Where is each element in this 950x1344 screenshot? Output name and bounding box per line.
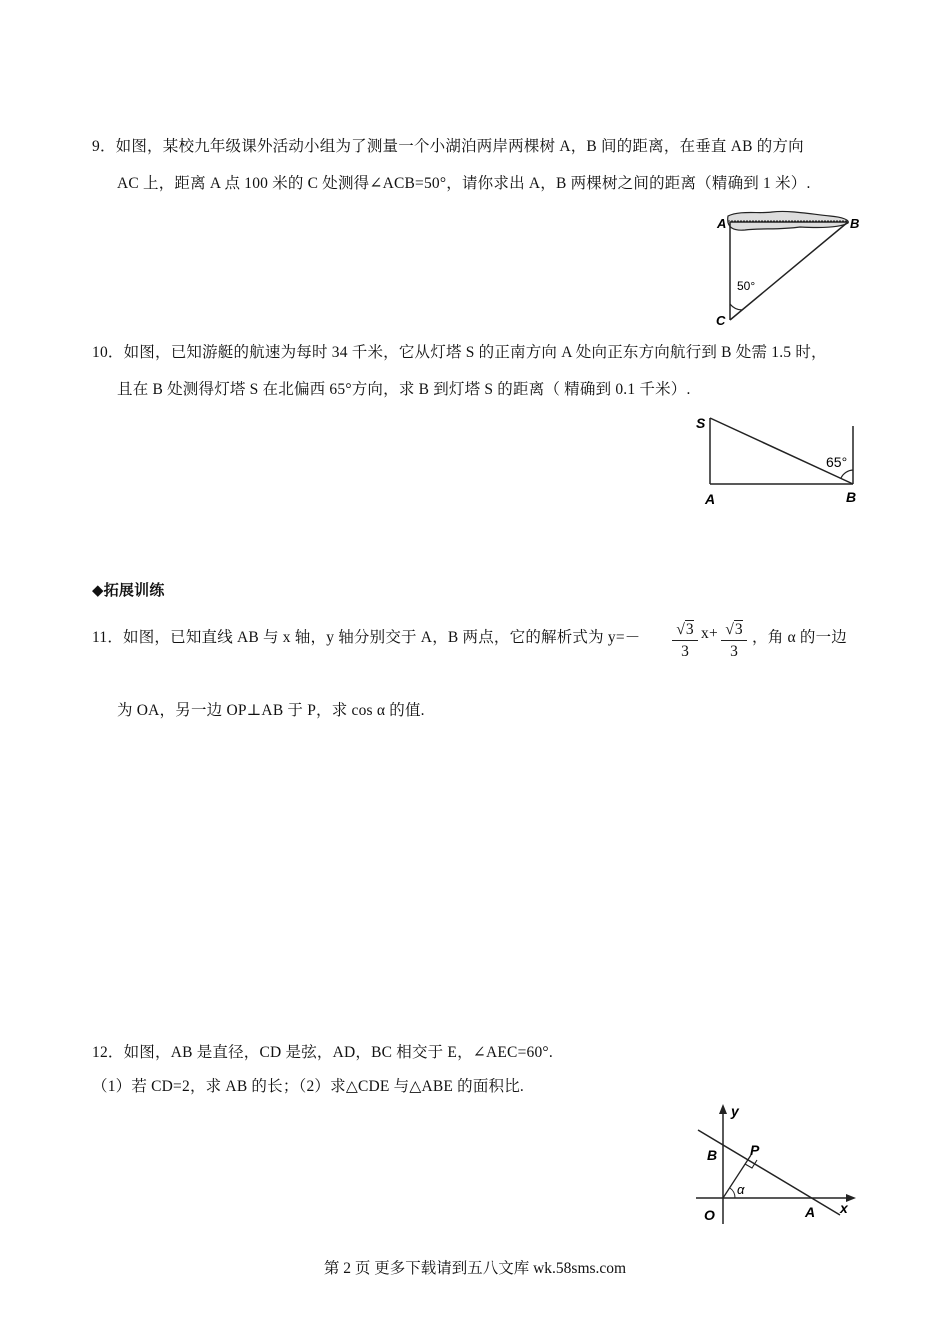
fraction-1 xyxy=(672,621,698,661)
problem-10-line-1: 10．如图，已知游艇的航速为每时 34 千米，它从灯塔 S 的正南方向 A 处向正东方向航行到 B 处需 1.5 时， xyxy=(92,344,827,361)
section-title: ◆拓展训练 xyxy=(92,582,165,599)
angle-arc-b xyxy=(841,470,853,478)
problem-12-line-2: （1）若 CD=2，求 AB 的长；（2）求△CDE 与△ABE 的面积比. xyxy=(92,1078,524,1095)
problem-11-line-2: 为 OA，另一边 OP⊥AB 于 P，求 cos α 的值. xyxy=(117,702,425,719)
radical-sign: √ xyxy=(676,621,685,638)
fraction-2 xyxy=(721,621,747,661)
page-footer: 第 2 页 更多下载请到五八文库 wk.58sms.com xyxy=(323,1260,627,1277)
figure-coordinate-axes xyxy=(690,1100,865,1230)
label-c: C xyxy=(716,313,726,328)
fraction-2-numerator: 3 xyxy=(734,621,743,638)
label-o: O xyxy=(704,1207,715,1223)
figure-lighthouse-triangle xyxy=(692,410,867,510)
alpha-arc xyxy=(730,1188,735,1198)
fraction-1-denominator: 3 xyxy=(681,643,689,660)
label-a: A xyxy=(805,1204,816,1220)
problem-9-line-2: AC 上，距离 A 点 100 米的 C 处测得∠ACB=50°，请你求出 A，B 两棵树之间的距离（精确到 1 米）. xyxy=(117,175,811,192)
segment-cb xyxy=(730,222,848,320)
segment-sb xyxy=(710,418,853,484)
label-a: A xyxy=(717,216,727,231)
label-b: B xyxy=(707,1147,718,1163)
problem-11-line-1c: ，角 α 的一边 xyxy=(752,629,847,646)
y-axis-arrow xyxy=(719,1104,727,1114)
angle-arc-c xyxy=(730,304,742,310)
label-b: B xyxy=(850,216,860,231)
problem-9-line-1: 9．如图，某校九年级课外活动小组为了测量一个小湖泊两岸两棵树 A，B 间的距离，在垂直 AB 的方向 xyxy=(92,138,804,155)
label-x: x xyxy=(840,1200,848,1216)
label-a: A xyxy=(705,491,716,507)
label-alpha: α xyxy=(737,1182,745,1197)
label-s: S xyxy=(696,415,706,431)
label-p: P xyxy=(750,1142,760,1158)
problem-10-line-2: 且在 B 处测得灯塔 S 在北偏西 65°方向，求 B 到灯塔 S 的距离（ 精确到 0.1 千米）. xyxy=(117,381,691,398)
figure-lake-triangle xyxy=(710,208,870,328)
label-b: B xyxy=(846,489,857,505)
label-y: y xyxy=(731,1103,739,1119)
problem-11-line-1a: 11．如图，已知直线 AB 与 x 轴，y 轴分别交于 A，B 两点，它的解析式为 y=－ xyxy=(92,629,641,646)
problem-11-line-1b: x+ xyxy=(701,625,718,642)
angle-label: 65° xyxy=(826,454,848,470)
angle-label: 50° xyxy=(737,279,756,293)
fraction-2-denominator: 3 xyxy=(730,643,738,660)
problem-12-line-1: 12．如图，AB 是直径，CD 是弦，AD，BC 相交于 E，∠AEC=60°. xyxy=(92,1044,553,1061)
fraction-1-numerator: 3 xyxy=(685,621,694,638)
radical-sign: √ xyxy=(725,621,734,638)
line-ab xyxy=(698,1130,840,1215)
